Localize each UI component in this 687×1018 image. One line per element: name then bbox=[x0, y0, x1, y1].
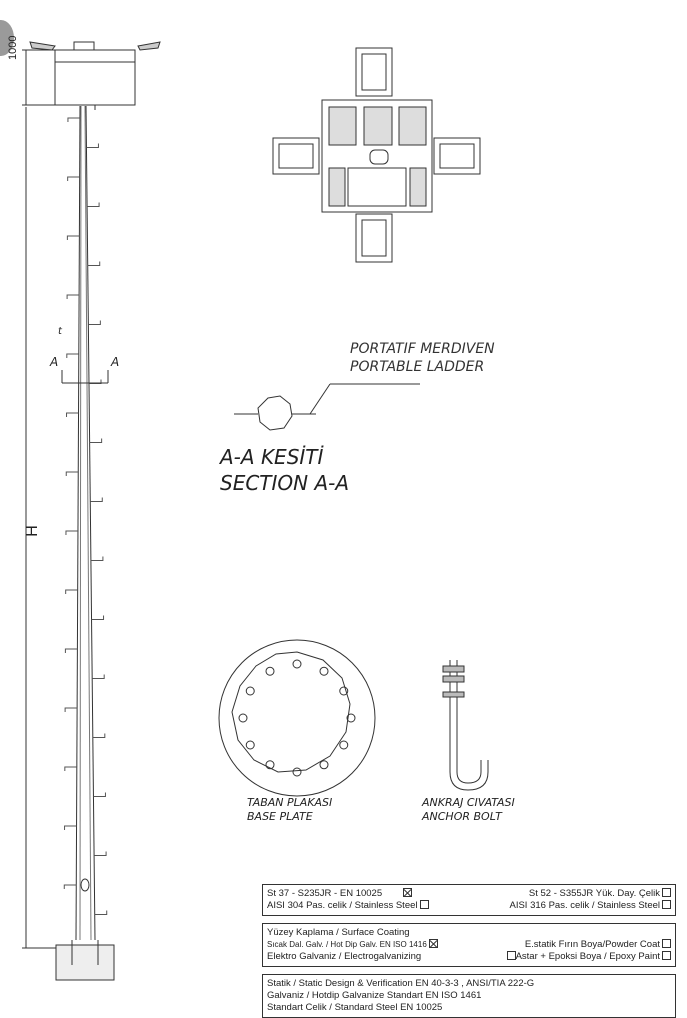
ladder-peg bbox=[64, 885, 76, 889]
dimension-h-label: H bbox=[23, 525, 41, 537]
coating-hot-dip: Sıcak Dal. Galv. / Hot Dip Galv. EN ISO 1416 bbox=[267, 939, 427, 949]
standard-static: Statik / Static Design & Verification EN 40-3-3 , ANSI/TIA 222-G bbox=[267, 977, 535, 989]
ladder-peg bbox=[65, 708, 77, 712]
checkbox-aisi304[interactable] bbox=[420, 900, 429, 909]
ladder-label-en: PORTABLE LADDER bbox=[350, 359, 485, 375]
coating-table bbox=[262, 923, 676, 967]
material-st52: St 52 - S355JR Yük. Day. Çelik bbox=[528, 887, 660, 899]
section-mark-right: A bbox=[111, 355, 120, 369]
bolt-hole bbox=[320, 667, 328, 675]
ladder-peg bbox=[67, 413, 79, 417]
ladder-peg bbox=[65, 826, 77, 830]
ladder-peg bbox=[68, 118, 80, 122]
material-aisi304: AISI 304 Pas. celik / Stainless Steel bbox=[267, 899, 418, 911]
thickness-label: t bbox=[58, 326, 62, 337]
mast bbox=[76, 106, 95, 940]
lamp-head bbox=[30, 42, 160, 110]
ladder-peg bbox=[90, 498, 102, 502]
ladder-peg bbox=[88, 321, 100, 325]
section-label-en: SECTION A-A bbox=[220, 471, 350, 495]
ladder-peg bbox=[66, 472, 78, 476]
section-a-a-drawing bbox=[234, 384, 420, 430]
ladder-label bbox=[350, 340, 495, 376]
bolt-hole bbox=[246, 687, 254, 695]
top-view-platform bbox=[273, 48, 480, 262]
coating-epoxy: Astar + Epoksi Boya / Epoxy Paint bbox=[515, 950, 660, 962]
ladder-peg bbox=[67, 236, 79, 240]
base-plate-label-en: BASE PLATE bbox=[247, 810, 313, 823]
bolt-hole bbox=[340, 687, 348, 695]
bolt-hole bbox=[320, 761, 328, 769]
anchor-bolt-label-en: ANCHOR BOLT bbox=[422, 810, 502, 823]
bolt-hole bbox=[266, 667, 274, 675]
ladder-peg bbox=[66, 531, 78, 535]
material-table bbox=[262, 884, 676, 916]
ladder-peg bbox=[87, 203, 99, 207]
standard-steel: Standart Celik / Standard Steel EN 10025 bbox=[267, 1001, 443, 1013]
checkbox-st52[interactable] bbox=[662, 888, 671, 897]
ladder-label-tr: PORTATIF MERDIVEN bbox=[350, 341, 495, 357]
coating-electro: Elektro Galvaniz / Electrogalvanizing bbox=[267, 950, 422, 962]
material-aisi316: AISI 316 Pas. celik / Stainless Steel bbox=[509, 899, 660, 911]
checkbox-electro[interactable] bbox=[507, 951, 516, 960]
dimension-1000-line bbox=[22, 50, 55, 105]
ladder-peg bbox=[92, 616, 104, 620]
coating-title: Yüzey Kaplama / Surface Coating bbox=[267, 926, 410, 938]
section-label-tr: A-A KESİTİ bbox=[220, 445, 324, 469]
ladder-peg bbox=[90, 439, 102, 443]
standards-table bbox=[262, 974, 676, 1018]
ladder-peg bbox=[67, 295, 79, 299]
checkbox-st37[interactable] bbox=[403, 888, 412, 897]
base-plate-label bbox=[247, 796, 332, 824]
checkbox-aisi316[interactable] bbox=[662, 900, 671, 909]
checkbox-epoxy[interactable] bbox=[662, 951, 671, 960]
section-mark-left: A bbox=[50, 355, 59, 369]
bolt-hole bbox=[293, 660, 301, 668]
material-st37: St 37 - S235JR - EN 10025 bbox=[267, 887, 383, 899]
ladder-peg bbox=[67, 354, 79, 358]
base-plate-drawing bbox=[219, 640, 375, 796]
anchor-bolt-drawing bbox=[443, 660, 488, 790]
anchor-bolt-label-tr: ANKRAJ CIVATASI bbox=[422, 796, 515, 809]
ladder-peg bbox=[94, 852, 106, 856]
bolt-hole bbox=[293, 768, 301, 776]
ladder-peg bbox=[93, 734, 105, 738]
bolt-hole bbox=[239, 714, 247, 722]
bolt-hole bbox=[340, 741, 348, 749]
ladder-peg bbox=[66, 590, 78, 594]
anchor-bolt-label bbox=[422, 796, 515, 824]
foundation bbox=[56, 940, 114, 980]
checkbox-powder[interactable] bbox=[662, 939, 671, 948]
base-plate-bolt-holes bbox=[239, 660, 355, 776]
coating-powder: E.statik Fırın Boya/Powder Coat bbox=[524, 938, 660, 950]
base-plate-label-tr: TABAN PLAKASI bbox=[247, 796, 333, 809]
ladder-peg bbox=[88, 262, 100, 266]
standard-galvanize: Galvaniz / Hotdip Galvanize Standart EN ISO 1461 bbox=[267, 989, 482, 1001]
section-label bbox=[220, 444, 349, 496]
ladder-peg bbox=[91, 557, 103, 561]
dimension-1000-label: 1000 bbox=[7, 35, 19, 60]
ladder-peg bbox=[86, 144, 98, 148]
ladder-peg bbox=[68, 177, 80, 181]
ladder-peg bbox=[65, 649, 77, 653]
ladder-peg bbox=[92, 675, 104, 679]
ladder-peg bbox=[93, 793, 105, 797]
ladder-peg bbox=[95, 911, 107, 915]
ladder-peg bbox=[65, 767, 77, 771]
checkbox-hot-dip[interactable] bbox=[429, 939, 438, 948]
bolt-hole bbox=[246, 741, 254, 749]
